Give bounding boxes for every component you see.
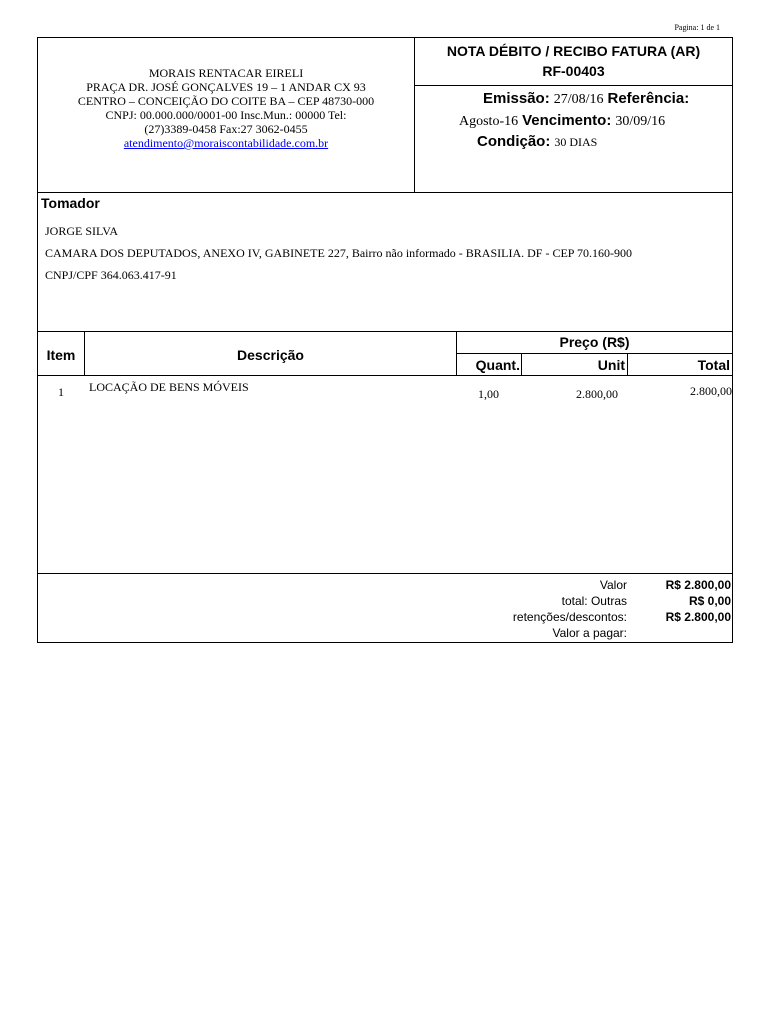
row-total: 2.800,00 [690, 384, 732, 398]
issuer-address-line2: CENTRO – CONCEIÇÃO DO COITE BA – CEP 48730-000 [77, 94, 375, 108]
totals-label-valor-a-pagar: Valor a pagar: [552, 626, 627, 640]
emissao-value: 27/08/16 [553, 92, 604, 107]
tomador-name: JORGE SILVA [45, 224, 119, 238]
totals-label-total-outras: total: Outras [561, 594, 627, 608]
totals-labels [440, 577, 627, 641]
condicao-label: Condição: [477, 133, 551, 150]
totals-label-retencoes: retenções/descontos: [512, 610, 627, 624]
totals-value-1: R$ 2.800,00 [665, 578, 731, 592]
table-header-total: Total [697, 357, 730, 373]
totals-value-3: R$ 2.800,00 [665, 610, 731, 624]
document-title: NOTA DÉBITO / RECIBO FATURA (AR) [446, 43, 701, 59]
vencimento-line [459, 112, 665, 130]
row-quant: 1,00 [478, 387, 499, 401]
table-header-item: Item [46, 347, 76, 363]
issuer-address-line1: PRAÇA DR. JOSÉ GONÇALVES 19 – 1 ANDAR CX 93 [86, 80, 366, 94]
condicao-value: 30 DIAS [554, 135, 598, 149]
table-header-unit: Unit [597, 357, 625, 373]
tomador-address: CAMARA DOS DEPUTADOS, ANEXO IV, GABINETE 227, Bairro não informado - BRASILIA. DF - CEP 70.160-900 [45, 246, 633, 260]
issuer-block [38, 66, 414, 150]
table-header-descricao: Descrição [237, 347, 304, 363]
totals-label-valor: Valor [599, 578, 627, 592]
row-item-number: 1 [58, 385, 64, 399]
issuer-name: MORAIS RENTACAR EIRELI [148, 66, 304, 80]
condicao-line [477, 133, 597, 151]
issuer-phones: (27)3389-0458 Fax:27 3062-0455 [144, 122, 308, 136]
emissao-line [483, 90, 689, 108]
row-unit: 2.800,00 [576, 387, 618, 401]
document-title-block [415, 41, 732, 81]
totals-value-2: R$ 0,00 [688, 594, 731, 608]
row-descricao: LOCAÇÃO DE BENS MÓVEIS [89, 380, 249, 394]
tomador-document: CNPJ/CPF 364.063.417-91 [45, 268, 177, 282]
referencia-label: Referência: [607, 90, 690, 107]
totals-values [630, 577, 731, 625]
document-number: RF-00403 [542, 63, 605, 79]
tomador-heading: Tomador [41, 195, 100, 211]
table-header-preco: Preço (R$) [559, 334, 630, 350]
issuer-ids: CNPJ: 00.000.000/0001-00 Insc.Mun.: 00000 Tel: [105, 108, 347, 122]
referencia-value: Agosto-16 [459, 114, 519, 129]
vencimento-value: 30/09/16 [615, 114, 666, 129]
page-number-label: Pagina: 1 de 1 [674, 23, 720, 32]
table-header-quant: Quant. [475, 357, 520, 373]
emissao-label: Emissão: [483, 90, 550, 107]
issuer-email-link[interactable]: atendimento@moraiscontabilidade.com.br [123, 136, 329, 150]
vencimento-label: Vencimento: [522, 112, 612, 129]
